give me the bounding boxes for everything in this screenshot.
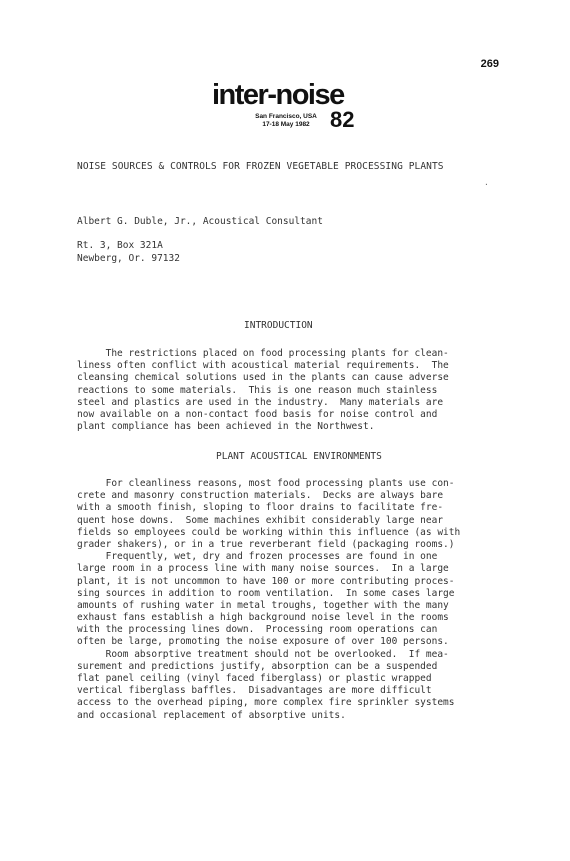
body-text-line: The restrictions placed on food processing plants for clean- [77, 348, 449, 359]
body-text-line: reactions to some materials. This is one reason much stainless [77, 384, 438, 396]
address-line: Newberg, Or. 97132 [77, 253, 180, 264]
body-text-line: plant compliance has been achieved in the Northwest. [77, 421, 375, 433]
body-text-line: often be large, promoting the noise exposure of over 100 persons. [77, 636, 449, 648]
body-text-line: sing sources in addition to room ventilation. In some cases large [77, 587, 455, 599]
body-text-line: exhaust fans establish a high background noise level in the rooms [77, 612, 449, 624]
body-text-line: Room absorptive treatment should not be overlooked. If mea- [77, 648, 449, 660]
address-line: Rt. 3, Box 321A [77, 240, 163, 251]
logo-dates: 17-18 May 1982 [262, 121, 310, 128]
plant-environments-paragraph [77, 478, 497, 722]
body-text-line: For cleanliness reasons, most food processing plants use con- [77, 478, 455, 489]
body-text-line: access to the overhead piping, more complex fire sprinkler systems [77, 697, 455, 709]
conference-logo [212, 80, 362, 140]
body-text-line: fields so employees could be working within this influence (as with [77, 526, 461, 538]
body-text-line: amounts of rushing water in metal troughs, together with the many [77, 599, 449, 611]
page-number: 269 [480, 58, 499, 70]
body-text-line: with the processing lines down. Processing room operations can [77, 624, 438, 636]
body-text-line: cleansing chemical solutions used in the plants can cause adverse [77, 372, 449, 384]
section-heading-introduction: INTRODUCTION [244, 320, 313, 331]
body-text-line: grader shakers), or in a true reverberant field (packaging rooms.) [77, 538, 455, 550]
body-text-line: surement and predictions justify, absorption can be a suspended [77, 660, 438, 672]
body-text-line: now available on a non-contact food basis for noise control and [77, 408, 438, 420]
body-text-line: with a smooth finish, sloping to floor drains to facilitate fre- [77, 502, 444, 514]
body-text-line: and occasional replacement of absorptive units. [77, 709, 346, 721]
logo-year: 82 [330, 107, 355, 132]
body-text-line: large room in a process line with many noise sources. In a large [77, 563, 449, 575]
body-text-line: vertical fiberglass baffles. Disadvantages are more difficult [77, 685, 432, 697]
logo-location: San Francisco, USA [255, 113, 317, 120]
section-heading-plant-environments: PLANT ACOUSTICAL ENVIRONMENTS [216, 451, 382, 462]
body-text-line: steel and plastics are used in the industry. Many materials are [77, 396, 444, 408]
paper-title: NOISE SOURCES & CONTROLS FOR FROZEN VEGETABLE PROCESSING PLANTS [77, 161, 444, 172]
introduction-paragraph [77, 348, 497, 433]
body-text-line: Frequently, wet, dry and frozen processes are found in one [77, 551, 438, 563]
author-line: Albert G. Duble, Jr., Acoustical Consultant [77, 216, 323, 227]
body-text-line: quent hose downs. Some machines exhibit considerably large near [77, 514, 444, 526]
stray-mark: . [484, 178, 489, 187]
body-text-line: plant, it is not uncommon to have 100 or more contributing proces- [77, 575, 455, 587]
body-text-line: crete and masonry construction materials. Decks are always bare [77, 490, 444, 502]
body-text-line: flat panel ceiling (vinyl faced fiberglass) or plastic wrapped [77, 673, 432, 684]
logo-wordmark: inter-noise [212, 79, 344, 111]
body-text-line: liness often conflict with acoustical material requirements. The [77, 360, 449, 372]
logo-location-block [243, 113, 329, 129]
